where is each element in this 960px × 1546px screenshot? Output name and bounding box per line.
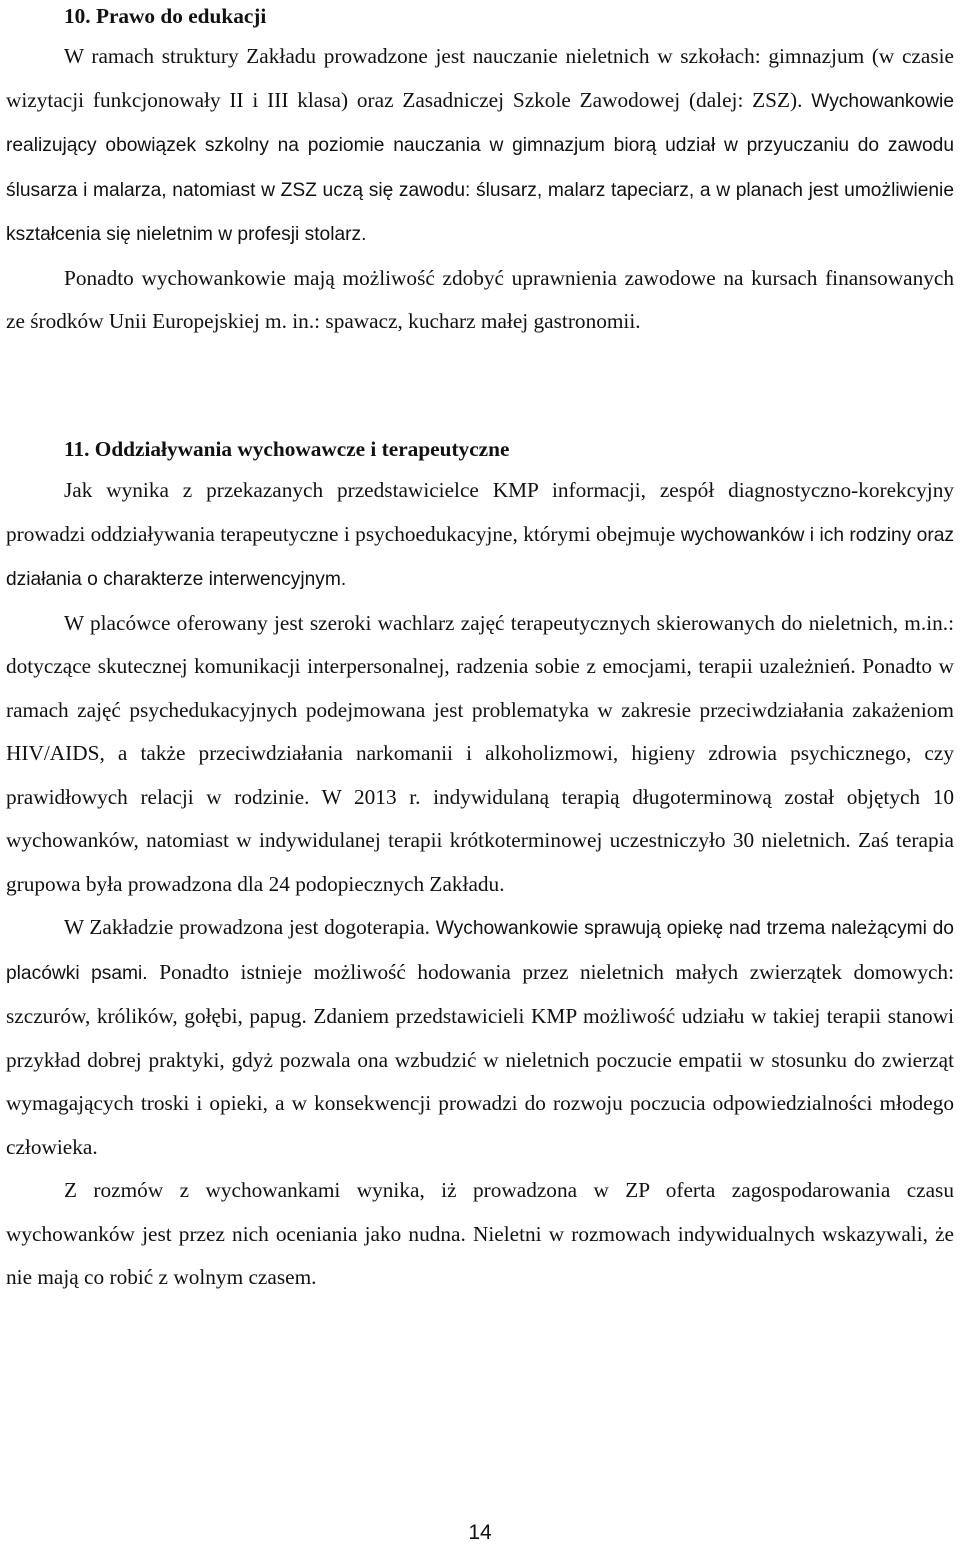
paragraph (6, 906, 954, 1169)
text-run: W ramach struktury Zakładu prowadzone jest nauczanie nieletnich w szkołach: gimnazjum (w czasie wizytacji funkcjonowały II i III klasa) oraz Zasadniczej Szkole Zawodowej (dalej: ZSZ). (6, 44, 954, 112)
paragraph: W placówce oferowany jest szeroki wachlarz zajęć terapeutycznych skierowanych do nieletnich, m.in.: dotyczące skutecznej komunikacji interpersonalnej, radzenia sobie z emocjami, terapii uzależnień. Ponadto w ramach zajęć psychedukacyjnych podejmowana jest problematyka w zakresie przeciwdziałania zakażeniom HIV/AIDS, a także przeciwdziałania narkomanii i alkoholizmowi, higieny zdrowia psychicznego, czy prawidłowych relacji w rodzinie. W 2013 r. indywidulaną terapią długoterminową został objętych 10 wychowanków, natomiast w indywidulanej terapii krótkoterminowej uczestniczyło 30 nieletnich. Zaś terapia grupowa była prowadzona dla 24 podopiecznych Zakładu. (6, 610, 954, 896)
text-run: wychowanków i ich rodziny oraz działania o charakterze interwencyjnym. (6, 524, 954, 590)
text-run: Jak wynika z przekazanych przedstawicielce KMP informacji, zespół diagnostyczno-korekcyjny prowadzi oddziaływania terapeutyczne i psychoedukacyjne, którymi obejmuje (6, 478, 954, 546)
text-run: W Zakładzie prowadzona jest dogoterapia. (64, 915, 436, 939)
text-run: Wychowankowie sprawują opiekę nad trzema należącymi do placówki psami. (6, 918, 954, 984)
section-heading-education: 10. Prawo do edukacji (64, 4, 267, 28)
text-run: Ponadto istnieje możliwość hodowania przez nieletnich małych zwierzątek domowych: szczurów, królików, gołębi, papug. (6, 959, 955, 1028)
section-body-therapy (6, 469, 954, 1300)
text-run: Zdaniem przedstawicieli KMP możliwość udziału w takiej terapii stanowi przykład dobrej praktyki, gdyż pozwala ona wzbudzić w nieletnich poczucie empatii w stosunku do zwierząt wymagających troski i opieki, a w konsekwencji prowadzi do rozwoju poczucia odpowiedzialności młodego człowieka. (6, 1004, 954, 1159)
section-heading-therapy: 11. Oddziaływania wychowawcze i terapeutyczne (64, 437, 510, 461)
text-run: Nieletni w rozmowach indywidualnych wskazywali, że nie mają co robić z wolnym czasem. (6, 1221, 955, 1289)
page-number: 14 (468, 1521, 492, 1544)
paragraph (6, 35, 954, 257)
paragraph (6, 469, 954, 602)
section-body-education (6, 35, 954, 344)
text-run: Z rozmów z wychowankami wynika, iż prowadzona w ZP oferta zagospodarowania czasu wychowanków jest przez nich oceniania jako nudna. (6, 1178, 954, 1246)
paragraph (6, 1169, 954, 1300)
text-run: Wychowankowie realizujący obowiązek szkolny na poziomie nauczania w gimnazjum biorą udział w przyuczaniu do zawodu ślusarza i malarza, natomiast w ZSZ uczą się zawodu: ślusarz, malarz tapeciarz, a w planach jest umożliwienie kształcenia się nieletnim w profesji stolarz. (6, 90, 954, 245)
paragraph: Ponadto wychowankowie mają możliwość zdobyć uprawnienia zawodowe na kursach finansowanych ze środków Unii Europejskiej m. in.: spawacz, kucharz małej gastronomii. (6, 265, 954, 333)
